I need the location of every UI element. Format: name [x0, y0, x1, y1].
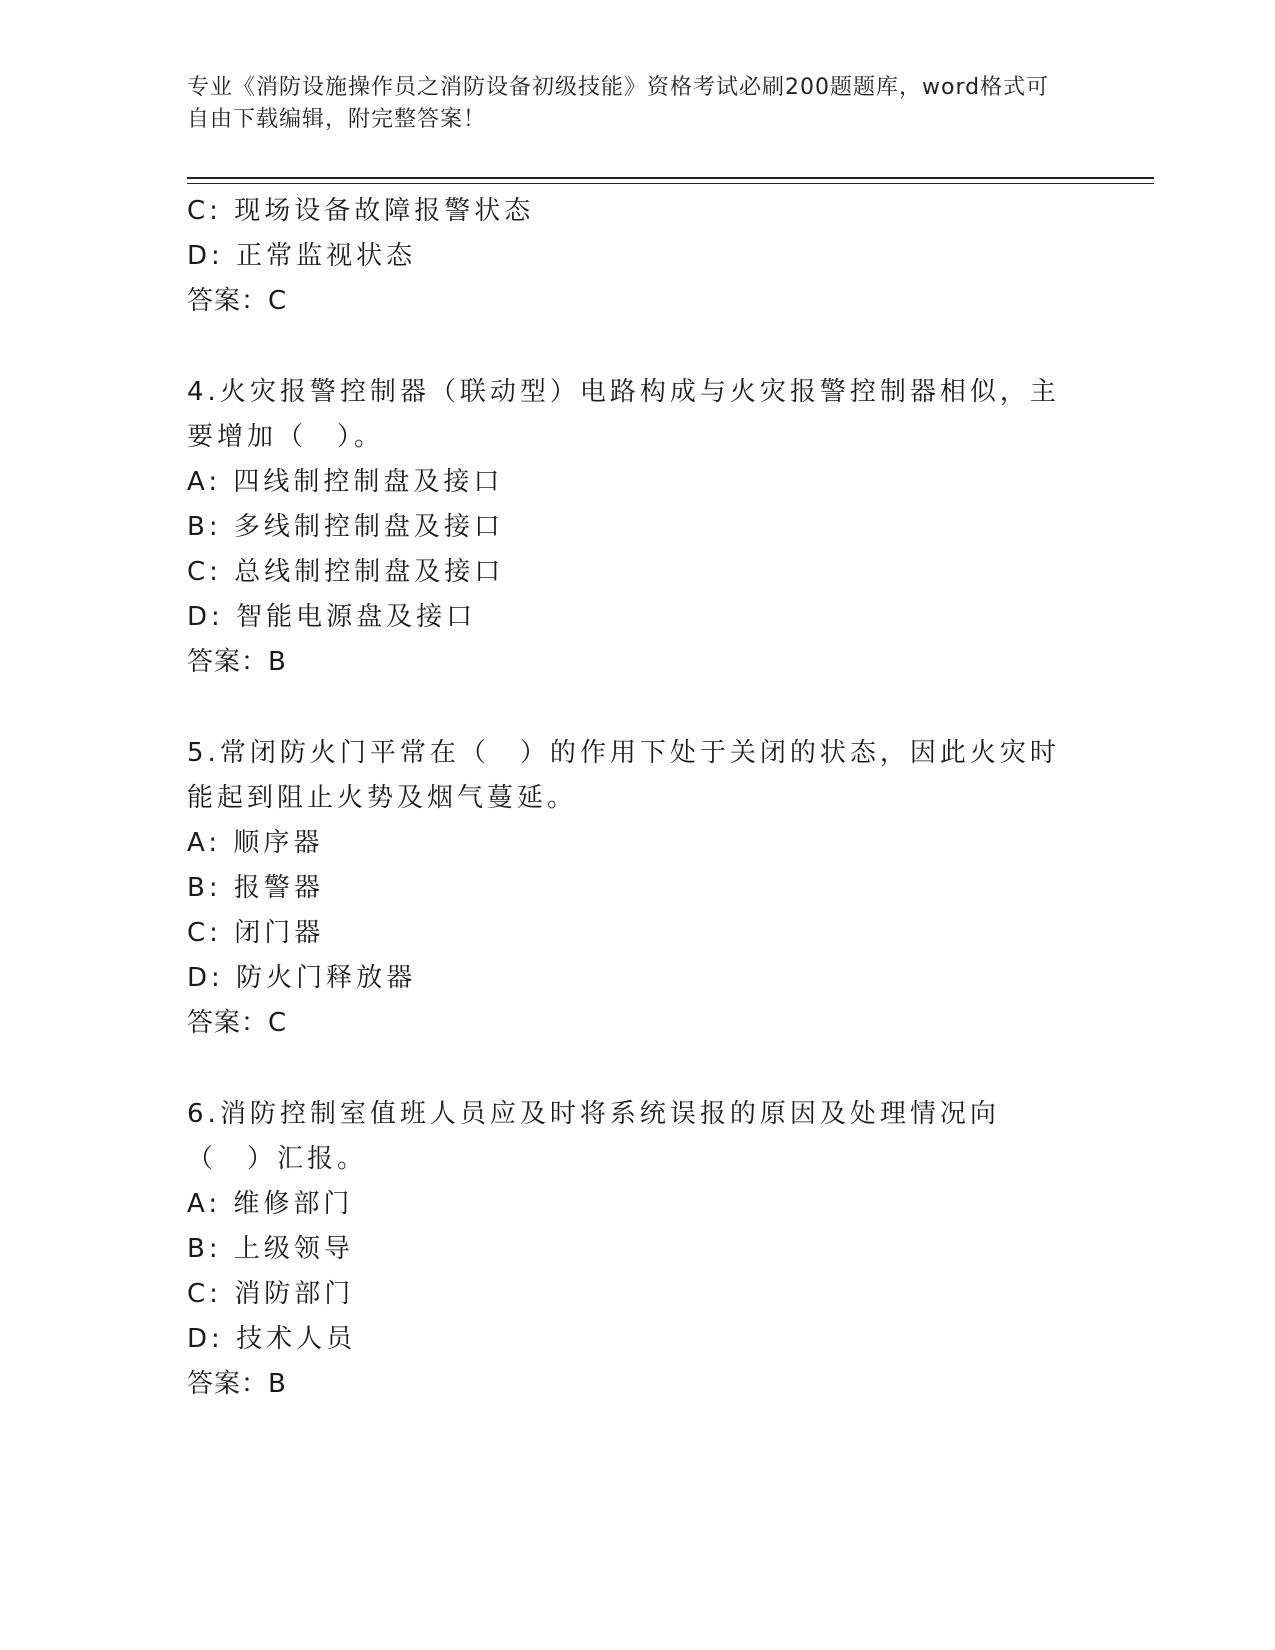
document-header: 专业《消防设施操作员之消防设备初级技能》资格考试必刷200题题库，word格式可自由下载编辑，附完整答案！: [187, 75, 1050, 132]
option-b: B: 多线制控制盘及接口: [187, 512, 504, 542]
option-a: A: 维修部门: [187, 1189, 354, 1219]
question-6: [187, 1092, 1087, 1407]
option-c: C: 现场设备故障报警状态: [187, 196, 535, 226]
question-list: [187, 189, 1087, 1407]
answer-line: 答案：B: [187, 1369, 287, 1399]
question-stem: 4.火灾报警控制器（联动型）电路构成与火灾报警控制器相似，主要增加（ ）。: [187, 377, 1060, 452]
question-stem: 5.常闭防火门平常在（ ）的作用下处于关闭的状态，因此火灾时能起到阻止火势及烟气蔓延。: [187, 738, 1060, 813]
answer-line: 答案：C: [187, 1008, 288, 1038]
option-b: B: 报警器: [187, 873, 324, 903]
option-c: C: 消防部门: [187, 1279, 355, 1309]
option-d: D: 正常监视状态: [187, 241, 417, 271]
question-stem: 6.消防控制室值班人员应及时将系统误报的原因及处理情况向（ ）汇报。: [187, 1099, 1000, 1174]
option-c: C: 闭门器: [187, 918, 325, 948]
option-d: D: 技术人员: [187, 1324, 357, 1354]
question-4: [187, 370, 1087, 685]
answer-line: 答案：C: [187, 286, 288, 316]
answer-line: 答案：B: [187, 647, 287, 677]
option-a: A: 顺序器: [187, 828, 324, 858]
option-d: D: 智能电源盘及接口: [187, 602, 477, 632]
header-divider-thin: [187, 183, 1154, 184]
option-d: D: 防火门释放器: [187, 963, 417, 993]
option-a: A: 四线制控制盘及接口: [187, 467, 504, 497]
option-b: B: 上级领导: [187, 1234, 354, 1264]
question-continued: [187, 189, 1087, 324]
question-5: [187, 731, 1087, 1046]
option-c: C: 总线制控制盘及接口: [187, 557, 505, 587]
header-divider-thick: [187, 177, 1154, 179]
